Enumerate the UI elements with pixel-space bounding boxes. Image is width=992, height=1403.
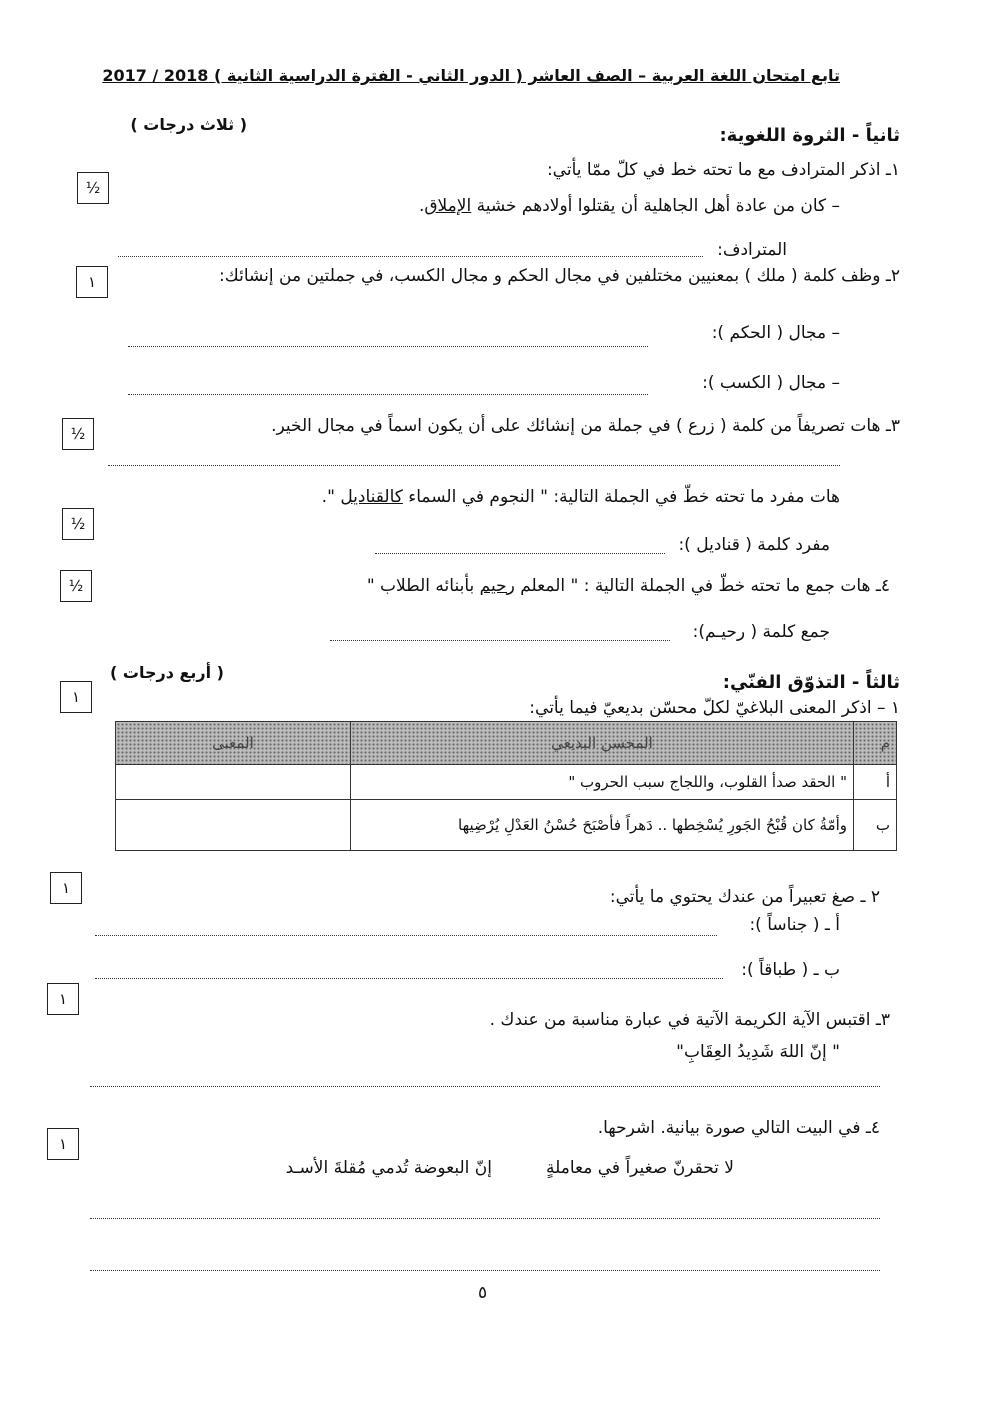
row-text: " الحقد صدأ القلوب، واللجاج سبب الحروب " <box>351 765 854 800</box>
s2-q2-line2-label: – مجال ( الكسب ): <box>702 373 840 393</box>
s2-q3b-mark: ½ <box>62 508 94 540</box>
table-header-device: المحسن البديعي <box>351 722 854 765</box>
s3-q2-a-answer[interactable] <box>95 935 717 936</box>
underlined-word: الإملاق <box>424 196 472 216</box>
underlined-word: رحيم <box>479 576 515 596</box>
s3-q1-prompt: ١ – اذكر المعنى البلاغيّ لكلّ محسّن بديعيّ فيما يأتي: <box>529 698 900 718</box>
s2-q3-prompt: ٣ـ هات تصريفاً من كلمة ( زرع ) في جملة من إنشائك على أن يكون اسماً في مجال الخير. <box>271 416 900 436</box>
table-header-meaning: المعنى <box>116 722 351 765</box>
row-text: وأمّةُ كان قُبْحُ الجَورِ يُسْخِطها .. دَهراً فأصْبَحَ حُسْنُ العَدْلِ يُرْضِيها <box>351 800 854 851</box>
row-answer-cell[interactable] <box>116 800 351 851</box>
s3-q2-a-label: أ ـ ( جناساً ): <box>749 915 840 935</box>
s2-q4-mark: ½ <box>60 570 92 602</box>
s3-q4-prompt: ٤ـ في البيت التالي صورة بيانية. اشرحها. <box>597 1118 880 1138</box>
s2-q3-mark: ½ <box>62 418 94 450</box>
section2-grade: ( ثلاث درجات ) <box>130 115 247 134</box>
s2-q3b-answer-label: مفرد كلمة ( قناديل ): <box>678 535 830 555</box>
s2-q2-line1-label: – مجال ( الحكم ): <box>711 323 840 343</box>
table-header-row <box>116 722 897 765</box>
rhetoric-table <box>115 721 897 851</box>
exam-header: تابع امتحان اللغة العربية – الصف العاشر ( الدور الثاني - الفترة الدراسية الثانية ) 2018 / 2017 <box>102 66 840 85</box>
row-num: ب <box>854 800 897 851</box>
row-num: أ <box>854 765 897 800</box>
s2-q4-prompt: ٤ـ هات جمع ما تحته خطّ في الجملة التالية : " المعلم رحيم بأبنائه الطلاب " <box>366 576 890 596</box>
s3-q2-mark: ١ <box>50 872 82 904</box>
s3-q2-b-answer[interactable] <box>95 978 723 979</box>
s3-q3-verse: " إنّ اللهَ شَدِيدُ العِقَابِ" <box>676 1042 840 1062</box>
s2-q1-mark: ½ <box>77 172 109 204</box>
s2-q2-line1-answer[interactable] <box>128 346 648 347</box>
section3-grade: ( أربع درجات ) <box>109 663 224 682</box>
s2-q3-answer-line[interactable] <box>108 465 840 466</box>
underlined-word: كالقناديل <box>340 487 403 507</box>
s3-q1-mark: ١ <box>60 681 92 713</box>
table-row <box>116 765 897 800</box>
s3-q3-mark: ١ <box>47 983 79 1015</box>
section3-title: ثالثاً - التذوّق الفنّي: <box>722 672 900 693</box>
s3-q2-prompt: ٢ ـ صغ تعبيراً من عندك يحتوي ما يأتي: <box>609 887 880 907</box>
s2-q3b-prompt: هات مفرد ما تحته خطّ في الجملة التالية: " النجوم في السماء كالقناديل ". <box>321 487 840 507</box>
s2-q1-answer-label: المترادف: <box>717 240 787 260</box>
s2-q2-line2-answer[interactable] <box>128 394 648 395</box>
s2-q1-prompt: ١ـ اذكر المترادف مع ما تحته خط في كلّ ممّا يأتي: <box>546 160 900 180</box>
table-header-num: م <box>854 722 897 765</box>
s3-q2-b-label: ب ـ ( طباقاً ): <box>741 960 840 980</box>
page-number: ٥ <box>478 1283 488 1303</box>
s2-q4-answer-label: جمع كلمة ( رحيـم): <box>692 622 830 642</box>
section2-title: ثانياً - الثروة اللغوية: <box>719 125 900 146</box>
s2-q1-sentence: – كان من عادة أهل الجاهلية أن يقتلوا أولادهم خشية الإملاق. <box>418 196 840 216</box>
s3-q4-verse-left: إنّ البعوضة تُدمي مُقلةَ الأسـد <box>285 1158 492 1178</box>
s3-q3-answer-line[interactable] <box>90 1086 880 1087</box>
s3-q4-mark: ١ <box>47 1128 79 1160</box>
s3-q4-verse-right: لا تحقرنّ صغيراً في معاملةٍ <box>546 1158 734 1178</box>
s2-q4-answer-line[interactable] <box>330 640 670 641</box>
s2-q2-prompt: ٢ـ وظف كلمة ( ملك ) بمعنيين مختلفين في مجال الحكم و مجال الكسب، في جملتين من إنشائك: <box>219 266 900 286</box>
s2-q3b-answer-line[interactable] <box>375 553 665 554</box>
s2-q2-mark: ١ <box>76 266 108 298</box>
s3-q4-answer-line2[interactable] <box>90 1270 880 1271</box>
s2-q1-answer-line[interactable] <box>118 256 703 257</box>
row-answer-cell[interactable] <box>116 765 351 800</box>
s3-q3-prompt: ٣ـ اقتبس الآية الكريمة الآتية في عبارة مناسبة من عندك . <box>489 1010 890 1030</box>
s3-q4-answer-line1[interactable] <box>90 1218 880 1219</box>
table-row <box>116 800 897 851</box>
